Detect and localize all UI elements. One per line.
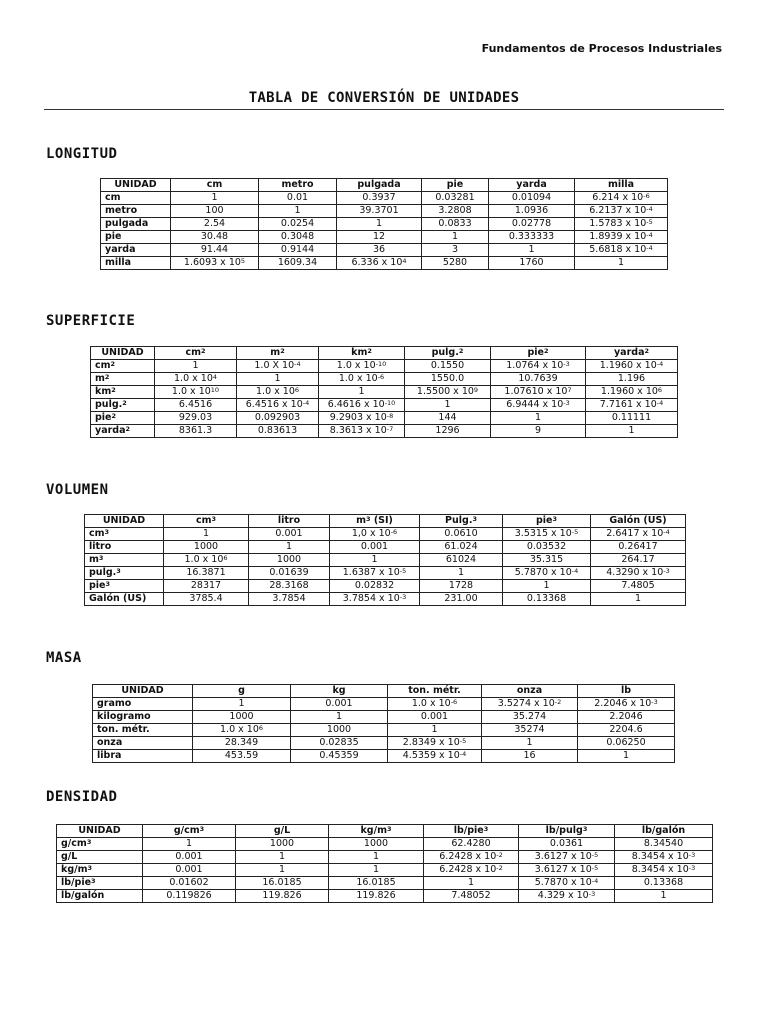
column-header: UNIDAD (93, 685, 193, 698)
table-cell: 3.6127 x $10^{-5}$ (519, 851, 615, 864)
row-label: metro (101, 205, 171, 218)
table-cell: 1 (405, 399, 491, 412)
table-cell: 0.333333 (489, 231, 575, 244)
table-cell: 1.0 x $10^{-6}$ (388, 698, 482, 711)
table-cell: 8.3454 x $10^{-3}$ (615, 864, 713, 877)
row-label: gramo (93, 698, 193, 711)
table-cell: 7.7161 x $10^{-4}$ (586, 399, 678, 412)
table-cell: 1 (329, 851, 424, 864)
table-cell: 8.3613 x $10^{-7}$ (319, 425, 405, 438)
column-header: $kg/m^3$ (329, 825, 424, 838)
table-cell: 1000 (249, 554, 330, 567)
table-cell: 1.1960 x $10^{-4}$ (586, 360, 678, 373)
table-cell: 30.48 (171, 231, 259, 244)
table-cell: 6.4616 x $10^{-10}$ (319, 399, 405, 412)
table-row (91, 373, 678, 386)
row-label: $kg/m^3$ (57, 864, 143, 877)
column-header: cm (171, 179, 259, 192)
row-label: $km^2$ (91, 386, 155, 399)
table-cell: 6.214 x $10^{-6}$ (575, 192, 668, 205)
table-masa (92, 684, 675, 763)
table-cell: 1.0 x $10^6$ (164, 554, 249, 567)
table-row (93, 724, 675, 737)
column-header: kg (291, 685, 388, 698)
table-row (91, 360, 678, 373)
table-cell: 1.0 x $10^{-10}$ (319, 360, 405, 373)
table-cell: 1.0 x $10^6$ (237, 386, 319, 399)
column-header: $m^3$ (SI) (330, 515, 420, 528)
table-cell: 100 (171, 205, 259, 218)
table-cell: 28317 (164, 580, 249, 593)
row-label: ton. métr. (93, 724, 193, 737)
column-header: Galón (US) (591, 515, 686, 528)
row-label: $cm^2$ (91, 360, 155, 373)
column-header: g/L (236, 825, 329, 838)
column-header: $m^2$ (237, 347, 319, 360)
table-row (91, 425, 678, 438)
row-label: lb/galón (57, 890, 143, 903)
title-divider (44, 109, 724, 110)
table-row (101, 231, 668, 244)
table-cell: 1 (319, 386, 405, 399)
table-cell: 1 (236, 851, 329, 864)
column-header: $cm^3$ (164, 515, 249, 528)
table-row (57, 877, 713, 890)
table-cell: 1550.0 (405, 373, 491, 386)
table-row (91, 386, 678, 399)
table-cell: 0.02832 (330, 580, 420, 593)
table-header-row (57, 825, 713, 838)
column-header: milla (575, 179, 668, 192)
table-cell: 2.8349 x $10^{-5}$ (388, 737, 482, 750)
table-cell: 1.07610 x $10^7$ (491, 386, 586, 399)
table-cell: 0.0833 (422, 218, 489, 231)
table-superficie (90, 346, 678, 438)
table-cell: 5.6818 x $10^{-4}$ (575, 244, 668, 257)
table-cell: 16 (482, 750, 578, 763)
table-cell: 1.0 x $10^6$ (193, 724, 291, 737)
table-cell: 1 (503, 580, 591, 593)
table-cell: 0.01639 (249, 567, 330, 580)
table-cell: 0.0610 (420, 528, 503, 541)
table-row (101, 244, 668, 257)
table-cell: 0.02778 (489, 218, 575, 231)
table-cell: 10.7639 (491, 373, 586, 386)
table-cell: 2.54 (171, 218, 259, 231)
table-cell: 231.00 (420, 593, 503, 606)
table-cell: 28.3168 (249, 580, 330, 593)
column-header: g (193, 685, 291, 698)
column-header: $g/cm^3$ (143, 825, 236, 838)
table-cell: 1.5500 x $10^9$ (405, 386, 491, 399)
table-cell: 7.48052 (424, 890, 519, 903)
table-cell: 4.329 x $10^{-3}$ (519, 890, 615, 903)
row-label: libra (93, 750, 193, 763)
table-cell: 1760 (489, 257, 575, 270)
table-cell: 1 (330, 554, 420, 567)
column-header: ton. métr. (388, 685, 482, 698)
column-header: onza (482, 685, 578, 698)
table-cell: 1 (259, 205, 337, 218)
table-cell: 0.3048 (259, 231, 337, 244)
table-cell: 35.315 (503, 554, 591, 567)
column-header: lb (578, 685, 675, 698)
table-cell: 16.0185 (329, 877, 424, 890)
table-cell: 3.5315 x $10^{-5}$ (503, 528, 591, 541)
table-cell: 1296 (405, 425, 491, 438)
table-cell: 1 (236, 864, 329, 877)
row-label: Galón (US) (85, 593, 164, 606)
table-cell: 1.0 x $10^{-6}$ (319, 373, 405, 386)
table-cell: 0.001 (143, 864, 236, 877)
table-cell: 1.0764 x $10^{-3}$ (491, 360, 586, 373)
table-cell: 0.001 (330, 541, 420, 554)
table-cell: 36 (337, 244, 422, 257)
table-cell: 91.44 (171, 244, 259, 257)
table-cell: 1 (578, 750, 675, 763)
table-cell: 1000 (193, 711, 291, 724)
table-cell: 35274 (482, 724, 578, 737)
table-cell: 1 (420, 567, 503, 580)
table-cell: 929.03 (155, 412, 237, 425)
column-header: UNIDAD (91, 347, 155, 360)
table-cell: 5280 (422, 257, 489, 270)
table-cell: 1 (337, 218, 422, 231)
table-row (85, 567, 686, 580)
column-header: pulg.$^2$ (405, 347, 491, 360)
row-label: lb/pie$^3$ (57, 877, 143, 890)
table-row (85, 528, 686, 541)
table-header-row (101, 179, 668, 192)
table-cell: 0.119826 (143, 890, 236, 903)
row-label: milla (101, 257, 171, 270)
column-header: litro (249, 515, 330, 528)
table-cell: 5.7870 x $10^{-4}$ (519, 877, 615, 890)
table-cell: 0.01 (259, 192, 337, 205)
column-header: lb/pie$^3$ (424, 825, 519, 838)
table-cell: 2204.6 (578, 724, 675, 737)
table-cell: 0.45359 (291, 750, 388, 763)
row-label: pulgada (101, 218, 171, 231)
table-cell: 39.3701 (337, 205, 422, 218)
column-header: pie (422, 179, 489, 192)
table-cell: 1.0 x $10^{10}$ (155, 386, 237, 399)
table-cell: 1 (329, 864, 424, 877)
table-cell: 2.2046 (578, 711, 675, 724)
table-cell: 0.001 (388, 711, 482, 724)
table-cell: 9 (491, 425, 586, 438)
table-cell: 6.2137 x $10^{-4}$ (575, 205, 668, 218)
table-cell: 3.2808 (422, 205, 489, 218)
table-cell: 0.13368 (615, 877, 713, 890)
table-cell: 1.0 X $10^{-4}$ (237, 360, 319, 373)
table-cell: 6.4516 (155, 399, 237, 412)
table-cell: 0.001 (291, 698, 388, 711)
table-cell: 1.0 x $10^4$ (155, 373, 237, 386)
table-cell: 1.8939 x $10^{-4}$ (575, 231, 668, 244)
row-label: litro (85, 541, 164, 554)
table-cell: 119.826 (236, 890, 329, 903)
section-title-superficie: SUPERFICIE (46, 313, 136, 329)
table-row (101, 192, 668, 205)
table-row (57, 890, 713, 903)
row-label: pie$^2$ (91, 412, 155, 425)
row-label: $g/cm^3$ (57, 838, 143, 851)
column-header: pulgada (337, 179, 422, 192)
table-densidad (56, 824, 713, 903)
table-cell: 1 (491, 412, 586, 425)
table-cell: 3785.4 (164, 593, 249, 606)
table-cell: 6.4516 x $10^{-4}$ (237, 399, 319, 412)
table-cell: 1 (422, 231, 489, 244)
table-cell: 3.5274 x $10^{-2}$ (482, 698, 578, 711)
section-title-volumen: VOLUMEN (46, 482, 109, 498)
table-cell: 0.11111 (586, 412, 678, 425)
table-cell: 0.092903 (237, 412, 319, 425)
row-label: g/L (57, 851, 143, 864)
table-cell: 1 (143, 838, 236, 851)
table-cell: 4.5359 x $10^{-4}$ (388, 750, 482, 763)
table-cell: 3 (422, 244, 489, 257)
table-cell: 1000 (236, 838, 329, 851)
table-cell: 1.6387 x $10^{-5}$ (330, 567, 420, 580)
table-cell: 0.13368 (503, 593, 591, 606)
table-cell: 2.2046 x $10^{-3}$ (578, 698, 675, 711)
table-cell: 1 (155, 360, 237, 373)
table-row (57, 838, 713, 851)
table-cell: 119.826 (329, 890, 424, 903)
column-header: pie$^2$ (491, 347, 586, 360)
table-cell: 6.2428 x $10^{-2}$ (424, 864, 519, 877)
column-header: Pulg.$^3$ (420, 515, 503, 528)
table-cell: 0.83613 (237, 425, 319, 438)
row-label: pulg.$^3$ (85, 567, 164, 580)
table-cell: 4.3290 x $10^{-3}$ (591, 567, 686, 580)
table-cell: 1 (482, 737, 578, 750)
table-cell: 1 (591, 593, 686, 606)
table-cell: 1 (489, 244, 575, 257)
table-cell: 1.6093 x $10^5$ (171, 257, 259, 270)
column-header: $km^2$ (319, 347, 405, 360)
table-row (101, 257, 668, 270)
column-header: metro (259, 179, 337, 192)
table-row (57, 851, 713, 864)
row-label: $m^3$ (85, 554, 164, 567)
table-row (85, 580, 686, 593)
table-row (93, 737, 675, 750)
table-cell: 0.1550 (405, 360, 491, 373)
column-header: $cm^2$ (155, 347, 237, 360)
table-cell: 62.4280 (424, 838, 519, 851)
table-row (93, 750, 675, 763)
table-cell: 6.336 x $10^4$ (337, 257, 422, 270)
table-cell: 1 (193, 698, 291, 711)
column-header: yarda$^2$ (586, 347, 678, 360)
table-cell: 1.196 (586, 373, 678, 386)
table-cell: 0.01094 (489, 192, 575, 205)
column-header: lb/pulg$^3$ (519, 825, 615, 838)
table-cell: 1.0936 (489, 205, 575, 218)
table-cell: 8.3454 x $10^{-3}$ (615, 851, 713, 864)
table-cell: 1 (424, 877, 519, 890)
column-header: pie$^3$ (503, 515, 591, 528)
table-cell: 7.4805 (591, 580, 686, 593)
column-header: lb/galón (615, 825, 713, 838)
table-row (101, 205, 668, 218)
row-label: pie (101, 231, 171, 244)
table-cell: 1728 (420, 580, 503, 593)
table-cell: 1 (388, 724, 482, 737)
table-cell: 264.17 (591, 554, 686, 567)
table-row (91, 412, 678, 425)
table-cell: 3.7854 (249, 593, 330, 606)
table-row (93, 711, 675, 724)
table-cell: 0.06250 (578, 737, 675, 750)
table-cell: 12 (337, 231, 422, 244)
table-row (85, 541, 686, 554)
column-header: UNIDAD (57, 825, 143, 838)
table-longitud (100, 178, 668, 270)
row-label: $cm^3$ (85, 528, 164, 541)
table-row (93, 698, 675, 711)
table-cell: 0.03281 (422, 192, 489, 205)
table-row (85, 593, 686, 606)
table-cell: 28.349 (193, 737, 291, 750)
table-cell: 1 (237, 373, 319, 386)
table-cell: 0.9144 (259, 244, 337, 257)
row-label: cm (101, 192, 171, 205)
table-cell: 1.1960 x $10^6$ (586, 386, 678, 399)
table-cell: 8361.3 (155, 425, 237, 438)
table-cell: 0.01602 (143, 877, 236, 890)
table-cell: 0.001 (249, 528, 330, 541)
table-cell: 0.0361 (519, 838, 615, 851)
table-cell: 16.0185 (236, 877, 329, 890)
table-cell: 1,0 x $10^{-6}$ (330, 528, 420, 541)
table-cell: 0.3937 (337, 192, 422, 205)
table-cell: 3.7854 x $10^{-3}$ (330, 593, 420, 606)
row-label: $m^2$ (91, 373, 155, 386)
table-volumen (84, 514, 686, 606)
row-label: yarda$^2$ (91, 425, 155, 438)
table-cell: 6.2428 x $10^{-2}$ (424, 851, 519, 864)
table-cell: 35.274 (482, 711, 578, 724)
table-cell: 6.9444 x $10^{-3}$ (491, 399, 586, 412)
table-cell: 1 (291, 711, 388, 724)
row-label: pie$^3$ (85, 580, 164, 593)
table-cell: 1000 (329, 838, 424, 851)
section-title-densidad: DENSIDAD (46, 789, 118, 805)
table-cell: 8.34540 (615, 838, 713, 851)
section-title-masa: MASA (46, 650, 82, 666)
row-label: onza (93, 737, 193, 750)
table-cell: 0.001 (143, 851, 236, 864)
column-header: UNIDAD (85, 515, 164, 528)
table-cell: 16.3871 (164, 567, 249, 580)
table-cell: 1000 (164, 541, 249, 554)
table-cell: 5.7870 x $10^{-4}$ (503, 567, 591, 580)
table-row (57, 864, 713, 877)
table-cell: 61.024 (420, 541, 503, 554)
table-cell: 0.03532 (503, 541, 591, 554)
document-title: TABLA DE CONVERSIÓN DE UNIDADES (248, 90, 520, 106)
table-cell: 2.6417 x $10^{-4}$ (591, 528, 686, 541)
table-cell: 0.02835 (291, 737, 388, 750)
table-header-row (85, 515, 686, 528)
table-cell: 61024 (420, 554, 503, 567)
table-cell: 1 (575, 257, 668, 270)
table-row (85, 554, 686, 567)
table-cell: 9.2903 x $10^{-8}$ (319, 412, 405, 425)
table-header-row (91, 347, 678, 360)
table-row (91, 399, 678, 412)
table-cell: 1.5783 x $10^{-5}$ (575, 218, 668, 231)
table-cell: 453.59 (193, 750, 291, 763)
table-cell: 1609.34 (259, 257, 337, 270)
section-title-longitud: LONGITUD (46, 146, 118, 162)
table-cell: 1 (164, 528, 249, 541)
table-cell: 144 (405, 412, 491, 425)
column-header: yarda (489, 179, 575, 192)
row-label: yarda (101, 244, 171, 257)
table-cell: 1000 (291, 724, 388, 737)
table-cell: 0.26417 (591, 541, 686, 554)
column-header: UNIDAD (101, 179, 171, 192)
table-header-row (93, 685, 675, 698)
table-cell: 1 (171, 192, 259, 205)
course-header: Fundamentos de Procesos Industriales (481, 42, 722, 55)
table-cell: 1 (586, 425, 678, 438)
table-cell: 1 (615, 890, 713, 903)
table-cell: 3.6127 x $10^{-5}$ (519, 864, 615, 877)
table-cell: 0.0254 (259, 218, 337, 231)
row-label: kilogramo (93, 711, 193, 724)
table-cell: 1 (249, 541, 330, 554)
row-label: pulg.$^2$ (91, 399, 155, 412)
table-row (101, 218, 668, 231)
